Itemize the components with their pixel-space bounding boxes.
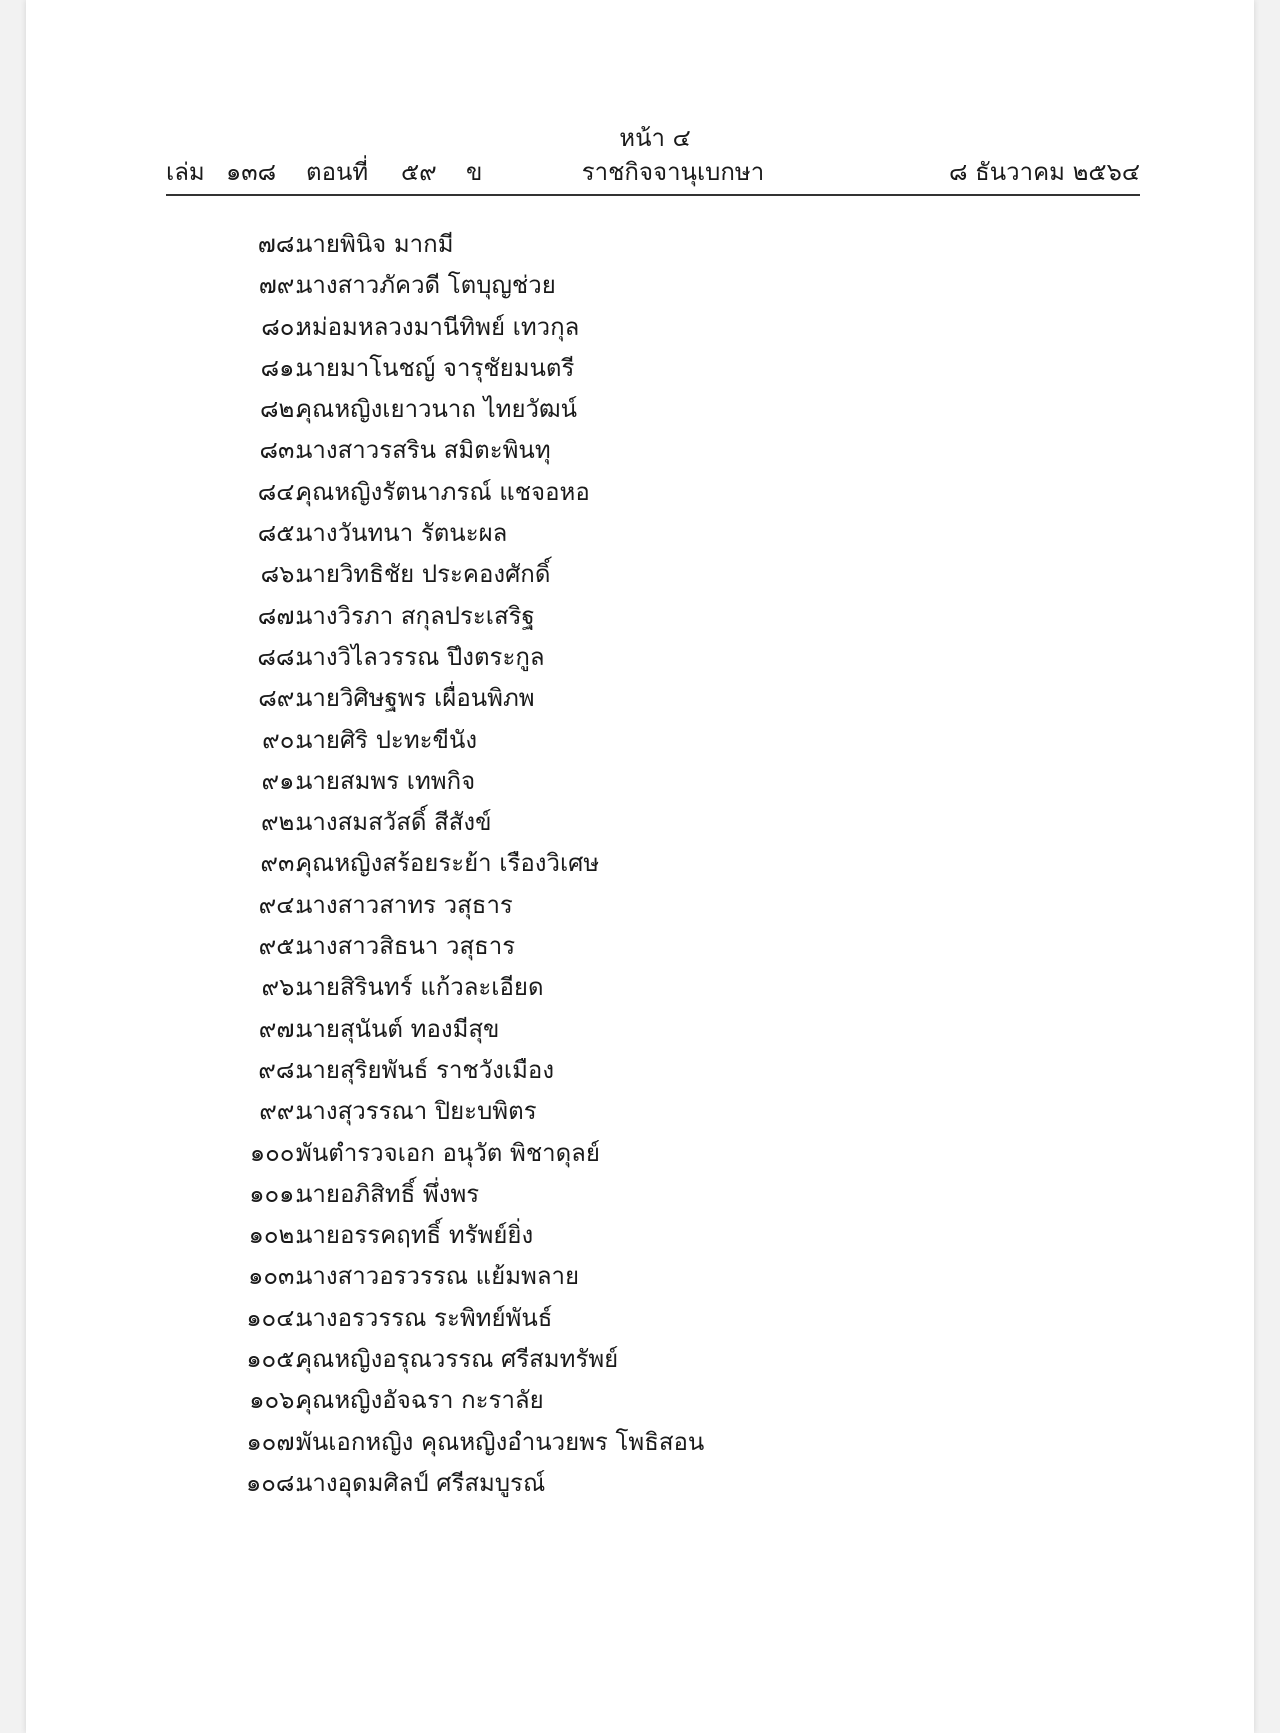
list-item — [26, 1339, 1254, 1380]
list-item-name: นายสิรินทร์ แก้วละเอียด — [296, 973, 544, 1002]
list-item-number: ๙๒. — [260, 808, 302, 837]
list-item — [26, 761, 1254, 802]
list-item-number: ๙๘. — [258, 1055, 302, 1084]
list-item — [26, 554, 1254, 595]
list-item-name: นายอรรคฤทธิ์ ทรัพย์ยิ่ง — [296, 1221, 534, 1250]
list-item-name: คุณหญิงอัจฉรา กะราลัย — [296, 1386, 544, 1415]
list-item-number: ๙๓. — [260, 849, 302, 878]
list-item-number: ๑๐๒. — [248, 1221, 302, 1250]
list-item-name: นายวิศิษฐพร เผื่อนพิภพ — [296, 684, 535, 713]
list-item-name: นางสาวอรวรรณ แย้มพลาย — [296, 1262, 580, 1291]
list-item-name: นางวันทนา รัตนะผล — [296, 519, 508, 548]
list-item — [26, 802, 1254, 843]
list-item — [26, 1298, 1254, 1339]
list-item — [26, 637, 1254, 678]
list-item — [26, 472, 1254, 513]
page-number: หน้า ๔ — [619, 124, 691, 152]
list-item — [26, 1050, 1254, 1091]
list-item-name: คุณหญิงอรุณวรรณ ศรีสมทรัพย์ — [296, 1345, 619, 1374]
list-item-name: นายสุริยพันธ์ ราชวังเมือง — [296, 1055, 555, 1084]
list-item-name: นางสุวรรณา ปิยะบพิตร — [296, 1097, 537, 1126]
issue-section: ข — [466, 158, 483, 186]
gazette-name: ราชกิจจานุเบกษา — [581, 158, 765, 186]
list-item — [26, 307, 1254, 348]
list-item-name: นางสาวสิธนา วสุธาร — [296, 932, 516, 961]
list-item — [26, 678, 1254, 719]
list-item-name: นายอภิสิทธิ์ พึ่งพร — [296, 1179, 480, 1208]
list-item — [26, 1133, 1254, 1174]
list-item-number: ๑๐๔. — [246, 1303, 302, 1332]
list-item-number: ๙๐. — [262, 725, 302, 754]
list-item — [26, 967, 1254, 1008]
list-item — [26, 348, 1254, 389]
list-item — [26, 596, 1254, 637]
issue-number: ๕๙ — [401, 158, 437, 186]
list-item-number: ๑๐๗. — [246, 1427, 302, 1456]
gazette-header — [166, 152, 1140, 188]
list-item-number: ๘๔. — [257, 477, 302, 506]
list-item-number: ๗๘. — [257, 230, 302, 258]
list-item-name: นางวิรภา สกุลประเสริฐ — [296, 601, 535, 630]
list-item — [26, 885, 1254, 926]
list-item-name: หม่อมหลวงมานีทิพย์ เทวกุล — [296, 312, 580, 341]
list-item-number: ๘๐. — [261, 312, 302, 341]
list-item — [26, 926, 1254, 967]
list-item-number: ๘๑. — [260, 353, 302, 382]
list-item-name: พันตำรวจเอก อนุวัต พิชาดุลย์ — [296, 1138, 600, 1167]
list-item-number: ๙๗. — [258, 1014, 302, 1043]
list-item-name: นายพินิจ มากมี — [296, 230, 454, 258]
list-item-number: ๙๙. — [259, 1097, 302, 1126]
list-item-number: ๘๖. — [260, 560, 302, 589]
list-item — [26, 389, 1254, 430]
volume-number: ๑๓๘ — [226, 158, 277, 186]
list-item-number: ๗๙. — [258, 271, 302, 300]
list-item-name: นางสาวสาทร วสุธาร — [296, 890, 513, 919]
list-item-name: นางสาวภัควดี โตบุญช่วย — [296, 271, 556, 300]
list-item-number: ๙๖. — [261, 973, 302, 1002]
name-list — [26, 224, 1254, 1504]
list-item-number: ๑๐๖. — [249, 1386, 302, 1415]
volume-label: เล่ม — [166, 158, 205, 186]
list-item-number: ๘๘. — [257, 642, 302, 671]
list-item — [26, 513, 1254, 554]
list-item-name: นายวิทธิชัย ประคองศักดิ์ — [296, 560, 551, 589]
list-item-number: ๙๔. — [258, 890, 302, 919]
header-divider — [166, 194, 1140, 196]
list-item — [26, 720, 1254, 761]
list-item — [26, 1009, 1254, 1050]
list-item-number: ๙๕. — [258, 932, 302, 961]
list-item-number: ๑๐๐. — [249, 1138, 302, 1167]
list-item-number: ๑๐๓. — [248, 1262, 302, 1291]
list-item-name: คุณหญิงรัตนาภรณ์ แชจอหอ — [296, 477, 590, 506]
list-item-number: ๑๐๕. — [246, 1345, 302, 1374]
list-item-name: นางสาวรสริน สมิตะพินทุ — [296, 436, 551, 465]
list-item-number: ๘๗. — [257, 601, 302, 630]
list-item-name: นางอรวรรณ ระพิทย์พันธ์ — [296, 1303, 553, 1332]
list-item-name: พันเอกหญิง คุณหญิงอำนวยพร โพธิสอน — [296, 1427, 705, 1456]
list-item-number: ๑๐๑. — [249, 1179, 302, 1208]
list-item-number: ๘๙. — [258, 684, 302, 713]
list-item — [26, 843, 1254, 884]
list-item-number: ๑๐๘. — [245, 1468, 302, 1497]
list-item-name: คุณหญิงเยาวนาถ ไทยวัฒน์ — [296, 395, 578, 424]
list-item-name: นายสมพร เทพกิจ — [296, 766, 476, 795]
list-item-number: ๘๒. — [260, 395, 302, 424]
list-item — [26, 265, 1254, 306]
list-item-name: นางวิไลวรรณ ปึงตระกูล — [296, 642, 545, 671]
list-item-name: นายสุนันต์ ทองมีสุข — [296, 1014, 500, 1043]
list-item-number: ๘๕. — [257, 519, 302, 548]
list-item-number: ๙๑. — [261, 766, 302, 795]
list-item — [26, 1256, 1254, 1297]
document-page — [26, 0, 1254, 1733]
list-item-name: นายมาโนชญ์ จารุชัยมนตรี — [296, 353, 575, 382]
issue-label: ตอนที่ — [306, 158, 369, 186]
publication-date: ๘ ธันวาคม ๒๕๖๔ — [948, 158, 1140, 186]
list-item — [26, 224, 1254, 265]
list-item — [26, 1380, 1254, 1421]
list-item — [26, 1422, 1254, 1463]
list-item-name: นางอุดมศิลป์ ศรีสมบูรณ์ — [296, 1468, 546, 1497]
list-item-name: คุณหญิงสร้อยระย้า เรืองวิเศษ — [296, 849, 600, 878]
list-item — [26, 1091, 1254, 1132]
list-item — [26, 430, 1254, 471]
list-item-name: นายศิริ ปะทะขีนัง — [296, 725, 478, 754]
list-item — [26, 1463, 1254, 1504]
list-item — [26, 1215, 1254, 1256]
list-item-name: นางสมสวัสดิ์ สีสังข์ — [296, 808, 492, 837]
list-item-number: ๘๓. — [259, 436, 302, 465]
list-item — [26, 1174, 1254, 1215]
